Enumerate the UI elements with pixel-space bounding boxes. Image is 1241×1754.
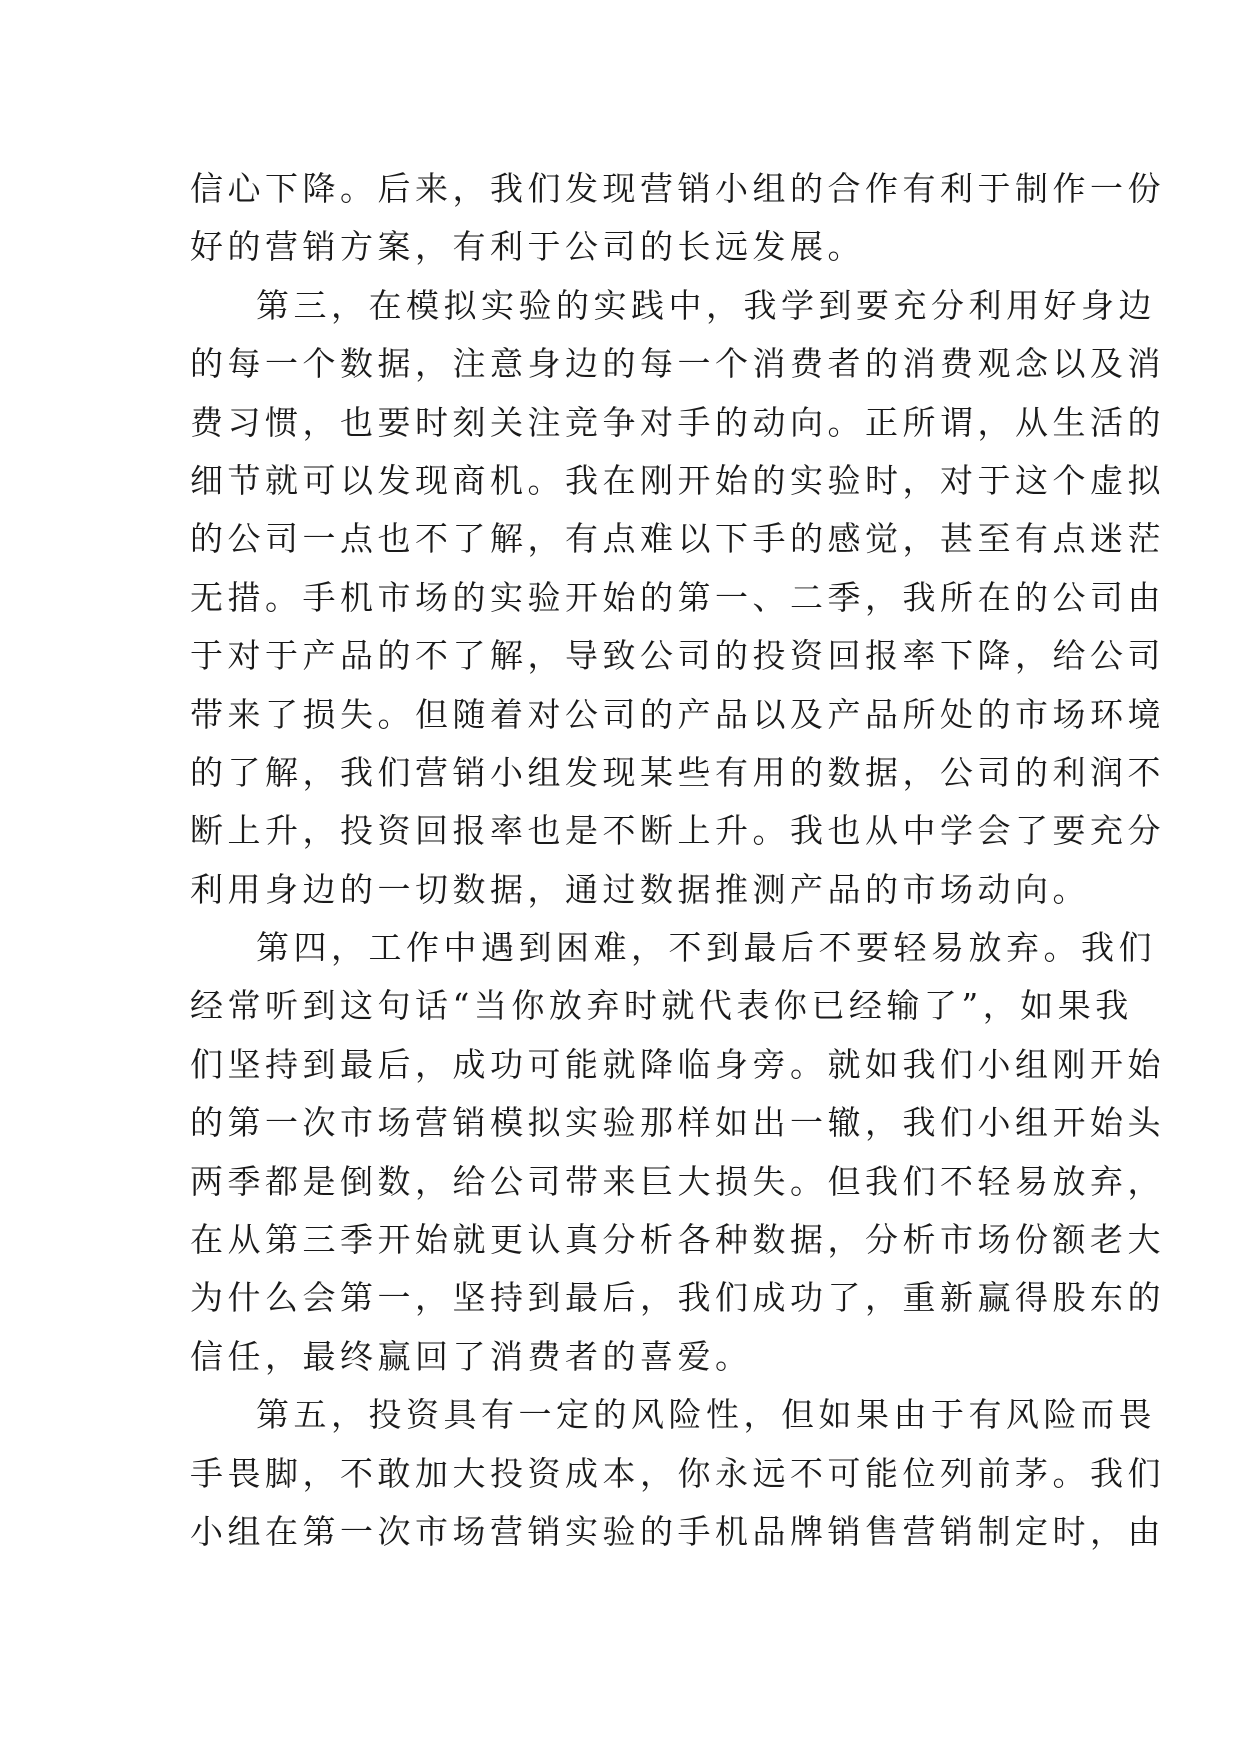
text-line: 的公司一点也不了解，有点难以下手的感觉，甚至有点迷茫 — [190, 519, 1165, 559]
paragraph-start-line: 第三，在模拟实验的实践中，我学到要充分利用好身边 — [256, 285, 1156, 325]
text-line: 好的营销方案，有利于公司的长远发展。 — [190, 227, 865, 267]
text-line: 信心下降。后来，我们发现营销小组的合作有利于制作一份 — [190, 169, 1165, 208]
text-line: 的了解，我们营销小组发现某些有用的数据，公司的利润不 — [190, 752, 1165, 792]
text-line: 信任，最终赢回了消费者的喜爱。 — [190, 1336, 753, 1376]
text-line: 两季都是倒数，给公司带来巨大损失。但我们不轻易放弃， — [190, 1161, 1165, 1201]
text-line: 于对于产品的不了解，导致公司的投资回报率下降，给公司 — [190, 636, 1165, 676]
text-line: 小组在第一次市场营销实验的手机品牌销售营销制定时，由 — [190, 1511, 1165, 1551]
text-line: 无措。手机市场的实验开始的第一、二季，我所在的公司由 — [190, 577, 1165, 617]
text-line: 带来了损失。但随着对公司的产品以及产品所处的市场环境 — [190, 694, 1165, 734]
body-text — [190, 160, 1165, 1561]
text-line: 费习惯，也要时刻关注竞争对手的动向。正所谓，从生活的 — [190, 402, 1165, 442]
text-line: 在从第三季开始就更认真分析各种数据，分析市场份额老大 — [190, 1220, 1165, 1260]
text-line: 的第一次市场营销模拟实验那样如出一辙，我们小组开始头 — [190, 1103, 1165, 1143]
paragraph-start-line: 第五，投资具有一定的风险性，但如果由于有风险而畏 — [256, 1395, 1156, 1435]
paragraph-start-line: 第四，工作中遇到困难，不到最后不要轻易放弃。我们 — [256, 928, 1156, 968]
text-line: 手畏脚，不敢加大投资成本，你永远不可能位列前茅。我们 — [190, 1453, 1165, 1493]
text-line: 为什么会第一，坚持到最后，我们成功了，重新赢得股东的 — [190, 1278, 1165, 1318]
text-line: 断上升，投资回报率也是不断上升。我也从中学会了要充分 — [190, 811, 1165, 851]
text-line: 细节就可以发现商机。我在刚开始的实验时，对于这个虚拟 — [190, 460, 1165, 500]
text-line: 的每一个数据，注意身边的每一个消费者的消费观念以及消 — [190, 344, 1165, 384]
text-line: 们坚持到最后，成功可能就降临身旁。就如我们小组刚开始 — [190, 1044, 1165, 1084]
text-line: 利用身边的一切数据，通过数据推测产品的市场动向。 — [190, 869, 1090, 909]
text-line: 经常听到这句话“当你放弃时就代表你已经输了”，如果我 — [190, 986, 1133, 1026]
